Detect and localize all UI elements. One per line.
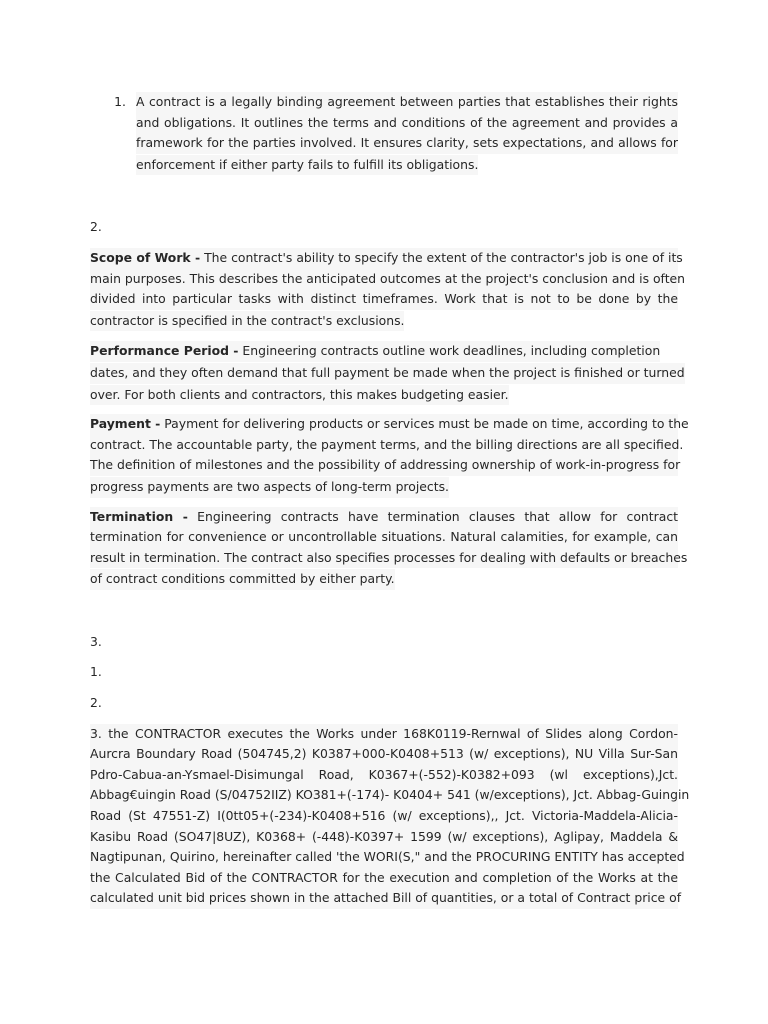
- text-line: Abbag€uingin Road (S/04752IIZ) KO381+(-174)- K0404+ 541 (w/exceptions), Jct. Abbag-Guingin: [90, 785, 678, 806]
- text-line: Road (St 47551-Z) I(0tt05+(-234)-K0408+516 (w/ exceptions),, Jct. Victoria-Maddela-Alicia-: [90, 806, 678, 827]
- text-line: calculated unit bid prices shown in the attached Bill of quantities, or a total of Contract price of: [90, 888, 678, 909]
- text-line: divided into particular tasks with distinct timeframes. Work that is not to be done by the: [90, 289, 678, 310]
- text-line: over. For both clients and contractors, this makes budgeting easier.: [90, 385, 509, 406]
- text-line: Kasibu Road (SO47|8UZ), K0368+ (-448)-K0397+ 1599 (w/ exceptions), Aglipay, Maddela &: [90, 827, 678, 848]
- text-line: main purposes. This describes the anticipated outcomes at the project's conclusion and is often: [90, 269, 678, 290]
- section-number-3: 3.: [90, 633, 102, 649]
- text-line: result in termination. The contract also specifies processes for dealing with defaults or breaches: [90, 548, 678, 569]
- text-line: Payment - Payment for delivering products or services must be made on time, according to the: [90, 414, 678, 435]
- text-line: Pdro-Cabua-an-Ysmael-Disimungal Road, K0367+(-552)-K0382+093 (wl exceptions),Jct.: [90, 765, 678, 786]
- sub-number-1: 1.: [90, 664, 102, 680]
- text-line: The definition of milestones and the possibility of addressing ownership of work-in-progress for: [90, 455, 678, 476]
- text-line: contractor is specified in the contract's exclusions.: [90, 311, 404, 332]
- text-line: dates, and they often demand that full payment be made when the project is finished or turned: [90, 363, 685, 384]
- payment-heading: Payment -: [90, 416, 161, 432]
- text-line: framework for the parties involved. It ensures clarity, sets expectations, and allows for: [136, 133, 678, 154]
- section-number-2: 2.: [90, 219, 102, 235]
- contract-works-paragraph: [90, 724, 690, 909]
- text-line: Nagtipunan, Quirino, hereinafter called 'the WORI(S," and the PROCURING ENTITY has accepted: [90, 847, 678, 868]
- text-line: Aurcra Boundary Road (504745,2) K0387+000-K0408+513 (w/ exceptions), NU Villa Sur-San: [90, 744, 678, 765]
- item-body: [136, 92, 678, 175]
- performance-heading: Performance Period -: [90, 343, 239, 359]
- text-line: Termination - Engineering contracts have termination clauses that allow for contract: [90, 507, 678, 528]
- text-line: contract. The accountable party, the payment terms, and the billing directions are all specified.: [90, 435, 678, 456]
- scope-heading: Scope of Work -: [90, 249, 201, 265]
- numbered-item-1: [90, 92, 678, 175]
- performance-period-paragraph: [90, 340, 685, 405]
- document-page: [90, 92, 690, 909]
- text-line: the Calculated Bid of the CONTRACTOR for the execution and completion of the Works at the: [90, 868, 678, 889]
- scope-of-work-paragraph: [90, 248, 686, 331]
- text-line: Scope of Work - The contract's ability to specify the extent of the contractor's job is one of its: [90, 248, 678, 269]
- text-line: of contract conditions committed by either party.: [90, 569, 395, 590]
- text-line: enforcement if either party fails to fulfill its obligations.: [136, 155, 478, 176]
- text-line: Performance Period - Engineering contracts outline work deadlines, including completion: [90, 341, 660, 362]
- payment-paragraph: [90, 414, 689, 497]
- termination-heading: Termination -: [90, 508, 188, 524]
- item-number: 1.: [114, 94, 126, 109]
- sub-number-2: 2.: [90, 695, 102, 711]
- text-line: and obligations. It outlines the terms and conditions of the agreement and provides a: [136, 113, 678, 134]
- text-line: 3. the CONTRACTOR executes the Works under 168K0119-Rernwal of Slides along Cordon-: [90, 724, 678, 745]
- termination-paragraph: [90, 507, 688, 590]
- text-line: termination for convenience or uncontrollable situations. Natural calamities, for example, can: [90, 527, 678, 548]
- text-line: progress payments are two aspects of long-term projects.: [90, 477, 449, 498]
- text-line: A contract is a legally binding agreement between parties that establishes their rights: [136, 92, 678, 113]
